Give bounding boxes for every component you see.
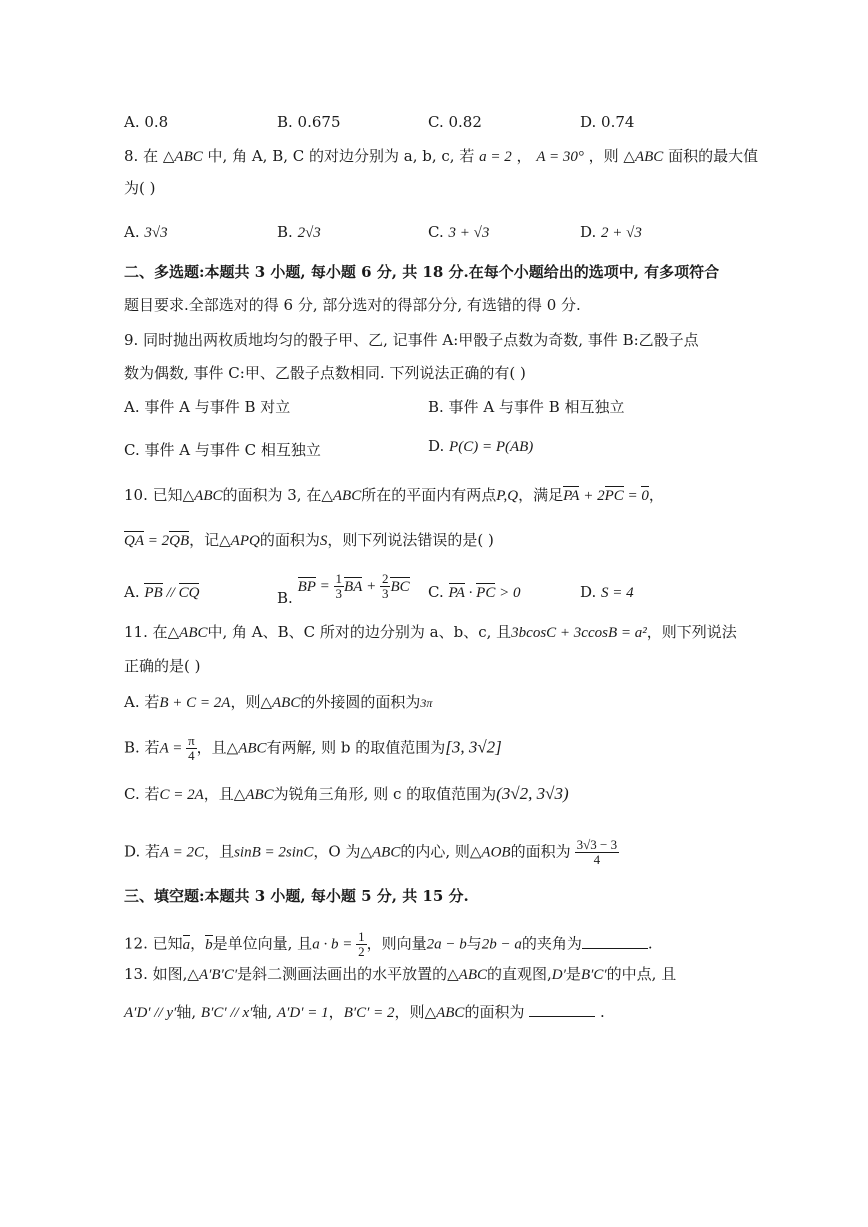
q8-condition-angle: A = 30° — [536, 149, 584, 165]
section3-heading: 三、填空题:本题共 3 小题, 每小题 5 分, 共 15 分. — [124, 887, 469, 905]
q11-option-d: D. 若A = 2C，且sinB = 2sinC，O 为△ABC的内心, 则△AOB的面积为 $\frac{3√3 - 3}{4}$ — [124, 837, 618, 867]
q8-condition-a: a = 2 — [479, 149, 512, 165]
q10-stem-line2: QA = 2QB，记△APQ的面积为S，则下列说法错误的是( ) — [124, 531, 494, 549]
q8-option-b: B. 2√3 — [277, 223, 321, 241]
q11-option-a: A. 若B + C = 2A，则△ABC的外接圆的面积为3π — [124, 693, 433, 711]
q12-answer-blank — [582, 934, 648, 949]
q10-option-b: B. BP = $\frac{1}{3}$ BA + $\frac{2}{3}$ BC — [277, 571, 410, 607]
q9-stem-line2: 数为偶数, 事件 C:甲、乙骰子点数相同. 下列说法正确的有( ) — [124, 364, 526, 382]
q8-sep: ， — [516, 147, 532, 165]
q8-option-c: C. 3 + √3 — [428, 223, 490, 241]
q10-option-c: C. PA · PC > 0 — [428, 583, 521, 601]
q10-option-a: A. PB // CQ — [124, 583, 200, 601]
q11-stem-line1: 11. 在△ABC中, 角 A、B、C 所对的边分别为 a、b、c, 且3bcosC + 3ccosB = a²，则下列说法 — [124, 623, 737, 641]
q10-option-d: D. S = 4 — [580, 583, 634, 601]
q7-option-a: A. 0.8 — [124, 113, 169, 131]
q8-text2: ，则 — [588, 147, 619, 165]
q8-option-d: D. 2 + √3 — [580, 223, 642, 241]
q8-triangle-2: △ABC — [623, 149, 664, 165]
q9-option-d: D. P(C) = P(AB) — [428, 437, 534, 455]
q11-option-b: B. 若A = $\frac{\pi}{4}$ ，且△ABC有两解, 则 b 的取值范围为[3, 3√2] — [124, 733, 502, 763]
q8-stem-line2: 为( ) — [124, 179, 156, 197]
q13-stem-line1: 13. 如图,△A′B′C′是斜二测画法画出的水平放置的△ABC的直观图,D′是B′C′的中点, 且 — [124, 965, 677, 983]
section2-heading-line2: 题目要求.全部选对的得 6 分, 部分选对的得部分分, 有选错的得 0 分. — [124, 296, 581, 314]
q9-option-b: B. 事件 A 与事件 B 相互独立 — [428, 398, 625, 416]
q8-stem-line1 — [124, 146, 758, 167]
q7-option-d: D. 0.74 — [580, 113, 635, 131]
q9-stem-line1: 9. 同时抛出两枚质地均匀的骰子甲、乙, 记事件 A:甲骰子点数为奇数, 事件 B:乙骰子点 — [124, 331, 699, 349]
q9-option-c: C. 事件 A 与事件 C 相互独立 — [124, 441, 321, 459]
q13-stem-line2: A′D′ // y′轴, B′C′ // x′轴, A′D′ = 1，B′C′ = 2，则△ABC的面积为 . — [124, 1003, 605, 1021]
q8-triangle: △ABC — [162, 149, 203, 165]
q9-option-a: A. 事件 A 与事件 B 对立 — [124, 398, 291, 416]
q11-option-c: C. 若C = 2A，且△ABC为锐角三角形, 则 c 的取值范围为(3√2, 3√3) — [124, 784, 569, 803]
section2-heading-line1: 二、多选题:本题共 3 小题, 每小题 6 分, 共 18 分.在每个小题给出的选项中, 有多项符合 — [124, 263, 720, 281]
q8-prefix: 8. 在 — [124, 147, 159, 165]
q8-tail: 面积的最大值 — [668, 147, 759, 165]
q11-stem-line2: 正确的是( ) — [124, 657, 201, 675]
q7-option-c: C. 0.82 — [428, 113, 482, 131]
q8-option-a: A. 3√3 — [124, 223, 168, 241]
q10-stem-line1: 10. 已知△ABC的面积为 3, 在△ABC所在的平面内有两点P,Q，满足PA + 2PC = 0， — [124, 486, 664, 504]
q12-stem: 12. 已知a，b是单位向量, 且a · b = $\frac{1}{2}$ ，则向量2a − b与2b − a的夹角为 . — [124, 929, 653, 959]
q8-text: 中, 角 A, B, C 的对边分别为 a, b, c, 若 — [207, 147, 475, 165]
q13-answer-blank — [529, 1002, 595, 1017]
q7-option-b: B. 0.675 — [277, 113, 341, 131]
